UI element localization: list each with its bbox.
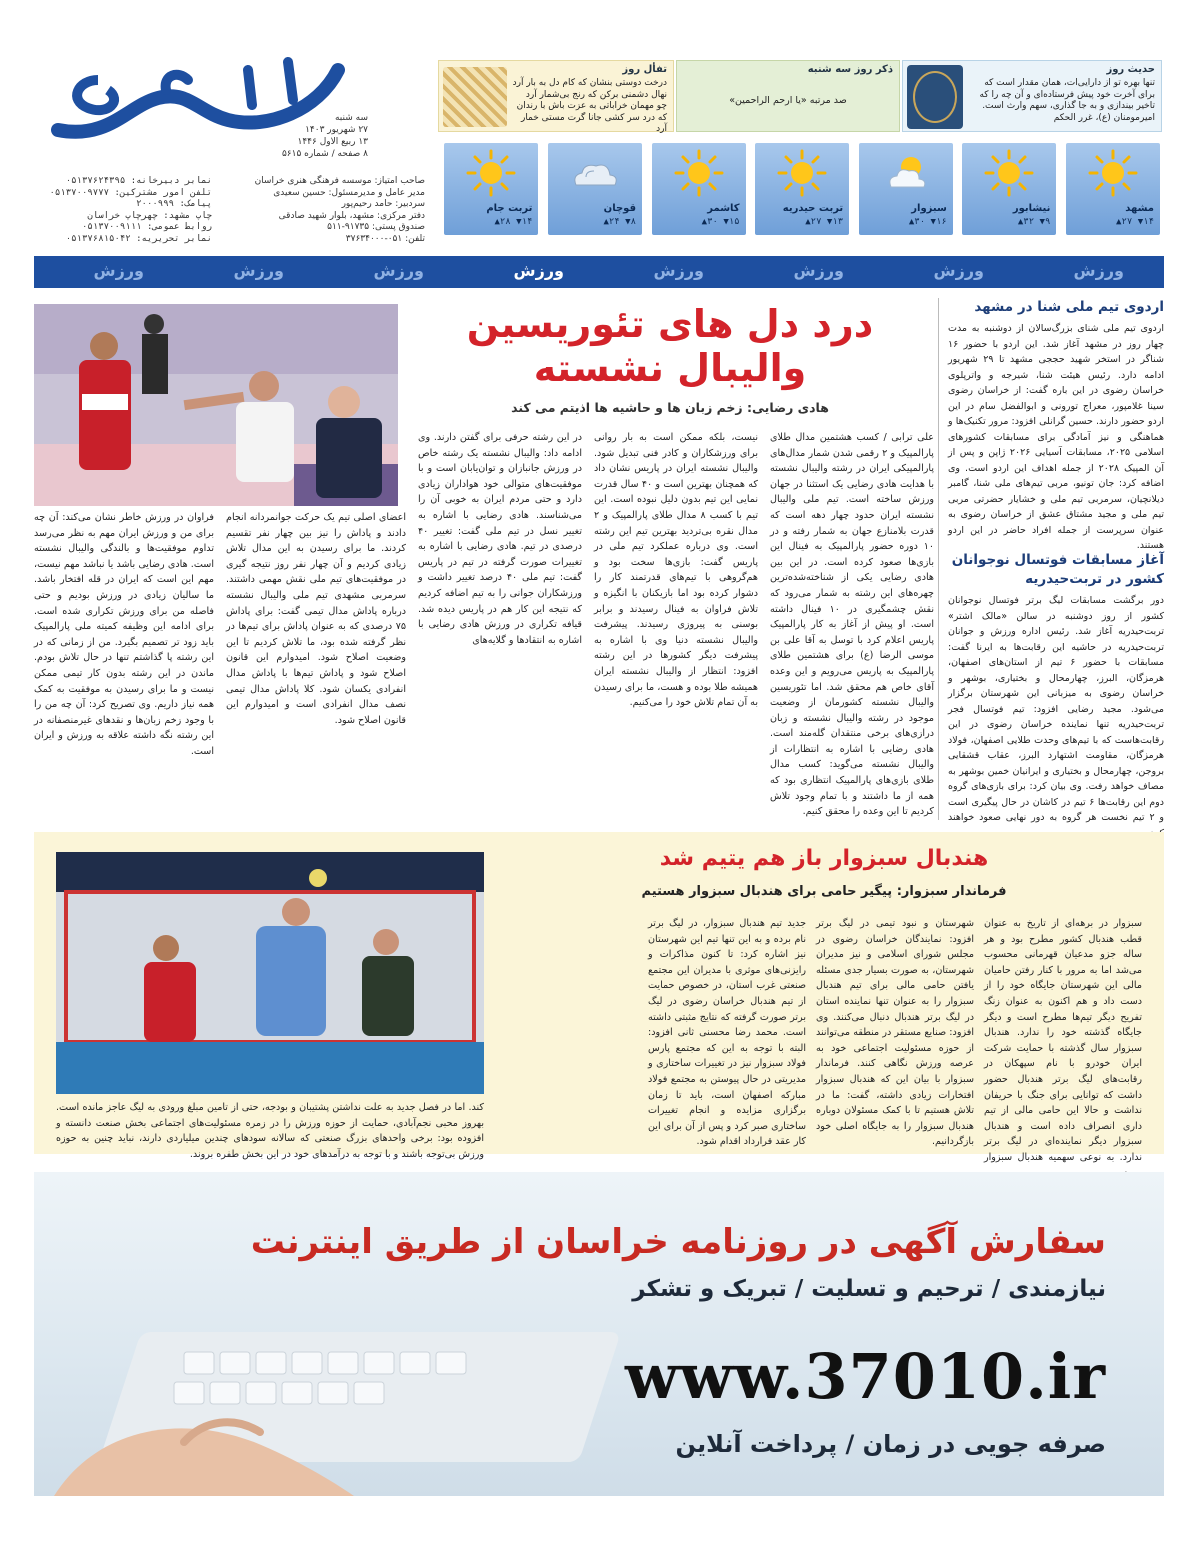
partly-cloudy-icon (881, 149, 931, 197)
main-article-body (34, 430, 934, 822)
hadith-source: امیرمومنان (ع)، غرر الحکم (1053, 112, 1155, 123)
masthead (0, 0, 1200, 250)
handball-scene-image (56, 852, 484, 1094)
keyboard-hand-image (34, 1292, 634, 1496)
weather-city: نیشابور (1012, 203, 1051, 214)
section-banner (34, 256, 1164, 288)
daily-boxes (438, 60, 1162, 132)
handball-subheadline: فرماندار سبزوار: پیگیر حامی برای هندبال سبزوار هستیم (641, 884, 1007, 899)
ad-website-link[interactable]: www.37010.ir (625, 1340, 1106, 1413)
zekr-title: ذکر روز سه شنبه (807, 64, 893, 75)
ad-categories: نیازمندی / ترحیم و تسلیت / تبریک و تشکر (632, 1276, 1106, 1302)
weather-temperature: ۱۴▼ ۲۸▲ (494, 217, 533, 227)
handball-column: جدید تیم هندبال سبزوار، در لیگ برتر نام برده و به این تنها تیم این شهرستان نیز اشاره کرد: تا کنون مذاکرات و رایزنی‌های موثری با مدیران این مجتمع صنعتی غرب استان، در خصوص حمایت از تیم هندبال خراسان رضوی در لیگ برتر صورت گرفته که نتایج مثبتی داشته است. محمد رضا محسنی ثانی افزود: البته با توجه به این که مجتمع پارس فولاد سبزوار نیز در تغییرات ساختاری و مدیریتی در حال پیوستن به مجتمع فولاد مبارکه اصفهان است، باید تا زمان برگزاری مزایده و انجام تغییرات ساختاری صبر کرد و پس از آن برای این کار عقد قرارداد اقدام شود. (648, 918, 806, 1148)
contact-line: نمابر دبیرخانه: ۰۵۱۳۷۶۲۴۳۹۵ (65, 176, 212, 186)
weather-temperature: ۸▼ ۲۴▲ (603, 217, 636, 227)
tafal-title: تفأل روز (622, 64, 667, 75)
weather-city: مشهد (1125, 203, 1154, 214)
zekr-box (676, 60, 900, 132)
staff-line: مدیر عامل و مدیرمسئول: حسین سعیدی (273, 187, 425, 198)
headline-line: والیبال نشسته (533, 346, 807, 390)
tafal-poem (511, 78, 667, 136)
handball-column: سبزوار در برهه‌ای از تاریخ به عنوان قطب هندبال کشور مطرح بود و هر ساله جزو مدعیان قهرمانی محسوب می‌شد اما به مرور با کنار رفتن حامیان مالی این شهرستان جایگاه خود را از دست داد و هم اکنون به عنوان زنگ تفریح دیگر تیم‌ها مطرح است و دیگر جایگاه گذشته خود را ندارد. هندبال سبزوار سال گذشته با حمایت شرکت ایران خودرو با نام سپهکان در رقابت‌های لیگ برتر هندبال حضور داشت که توانایی برای جنگ با حریفان نداشت و حالا این حامی مالی از تیم داری انصراف داده است و هندبال سبزوار دیگر نماینده‌ای در لیگ برتر ندارد. به نوعی سهمیه هندبال سبزوار (984, 918, 1142, 1163)
ornament-icon (907, 65, 963, 129)
handball-column: کند. اما در فصل جدید به علت نداشتن پشتیبان و بودجه، حتی از تامین مبلغ ورودی به لیگ عاجز مانده است. بهروز محبی نجم‌آبادی، حمایت از حوزه ورزش را در زمره مسئولیت‌های اجتماعی بخش صنعت دانسته و افزوده بود: برخی واحدهای بزرگ صنعتی که سالانه سودهای چندین میلیاردی دارند، نباید چنین به حوزه ورزش بی‌توجه باشند و با توجه به درآمدهای خود در این بخش طفره بروند. (56, 1102, 484, 1160)
main-subheadline: هادی رضایی: زخم زبان ها و حاشیه ها اذیتم می کند (511, 400, 829, 415)
issue-date-lunar: ۱۳ ربیع الاول ۱۴۴۶ (297, 137, 368, 147)
headline-line: درد دل های تئوریسین (466, 302, 874, 346)
sidebar-story-text: اردوی تیم ملی شنای بزرگ‌سالان از دوشنبه به مدت چهار روز در مشهد آغاز شد. این اردو با حضور ۱۶ شناگر در استخر شهید حججی مشهد تا ۲۹ شهریور ادامه دارد. رئیس هیئت شنا، شیرجه و واترپلوی خراسان رضوی در این باره گفت: از خراسان رضوی سینا غلامپور، معراج تورونی و ابوالفضل سام در این اردو حضور دارند. حسین گرانلی افزود: مرور تکنیک‌ها و هماهنگی و نیز آمادگی برای مسابقات کشورهای اسلامی ۲۰۲۵، مسابقات آسیایی ۲۰۲۶ ژاپن و پس از آن المپیک ۲۰۲۸ از جمله اهداف این اردو است. وی اضافه کرد: جان تونیو، مربی تیم‌های ملی شنا، گامبر دیلانچیان، سرمربی تیم ملی و خشایار حضرتی مربی تیم ملی و مجید مشتاق عشق از خراسان رضوی به عنوان سرپرست از جمله افراد حاضر در این اردو هستند. (948, 323, 1165, 551)
contact-line: نمابر تحریریه: ۰۵۱۳۷۶۸۱۵۰۴۲ (65, 233, 212, 244)
section-label-active: ورزش (513, 261, 564, 280)
staff-line: تلفن: ۰۵۱-۳۷۶۳۴۰۰۰ (345, 233, 425, 244)
article-column: در این رشته حرفی برای گفتن دارند. وی ادامه داد: والیبال نشسته یک رشته خاص در ورزش جانبازان و توان‌یابان است و با موفقیت‌های متوالی خود هواداران زیادی دارد و حتی مردم ایران به خوبی آن را می‌شناسند. هادی رضایی با اشاره به تغییر نسل در تیم ملی گفت: تغییر ۴۰ درصدی در تیم. هادی رضایی با اشاره به تغییرات صورت گرفته در تیم در پاریس گفت: تیم ملی ۴۰ درصد تغییر داشت و ورزشکاران جوانی را به تیم اضافه کردیم که نتیجه این کار هم در پاریس دیده شد. قیافه تکراری در ورزش هادی رضایی با اشاره به انتقادها و گلایه‌های (418, 432, 582, 646)
contact-line: چاپ مشهد: چهرچاپ خراسان (87, 210, 212, 221)
calligraphy-ornament-icon (443, 67, 507, 127)
handball-column: شهرستان و نبود تیمی در لیگ برتر افزود: نمایندگان خراسان رضوی در مجلس شورای اسلامی و نیز مدیران شهرستان، به صورت بسیار جدی مسئله یافتن حامی مالی برای تیم هندبال سبزوار را به عنوان تنها نماینده استان در لیگ برتر هندبال دنبال می‌کنند. وی افزود: صنایع مستقر در منطقه می‌توانند از حوزه مسئولیت اجتماعی خود به عرصه ورزش نگاهی کنند. فرماندار سبزوار با بیان این که هندبال سبزوار افتخارات زیادی داشته، گفت: ما در تلاش هستیم تا با کمک مسئولان دوباره هندبال سبزوار را به جایگاه اصلی خود بازگردانیم. (816, 918, 974, 1148)
weather-city: سبزوار (911, 203, 947, 214)
weather-temperature: ۱۵▼ ۳۰▲ (701, 217, 740, 227)
section-label: ورزش (233, 261, 284, 280)
poem-line: نهال دشمنی برکن که رنج بی‌شمار آرد (525, 89, 667, 100)
sidebar-story-title: اردوی تیم ملی شنا در مشهد (974, 299, 1164, 315)
sun-icon (1088, 149, 1138, 197)
weather-card (962, 143, 1056, 235)
sun-icon (777, 149, 827, 197)
staff-line: صاحب امتیاز: موسسه فرهنگی هنری خراسان (254, 176, 425, 186)
sidebar (948, 298, 1165, 823)
weather-city: تربت حیدریه (782, 203, 844, 214)
section-label: ورزش (373, 261, 424, 280)
staff-line: صندوق پستی: ۹۱۷۳۵-۵۱۱ (327, 222, 425, 232)
sidebar-story-text: دور برگشت مسابقات لیگ برتر فوتسال نوجوانان کشور از روز دوشنبه در سالن «مالک اشتر» تربت‌حیدریه آغاز شد. رئیس اداره ورزش و جوانان تربت‌حیدریه در حاشیه این رقابت‌ها به ایرنا گفت: مسابقات با حضور ۶ تیم از استان‌های اصفهان، هرمزگان، البرز، چهارمحال و بختیاری، بوشهر و خراسان رضوی به میزبانی این شهرستان برگزار می‌شود. مجید رضایی افزود: تیم فوتسال فجر تربت‌حیدریه تنها نماینده خراسان رضوی در این رقابت‌هاست که با تیم‌های وحدت طلایی اصفهان، فولاد هرمزگان، مقاومت اشتهارد البرز، عقاب قشقایی بروجن، چهارمحال و بختیاری و ایرانیان خمین بوشهر به مصاف خواهد رفت. وی بیان کرد: برای بازی‌های گروه دوم این رقابت‌ها ۶ تیم در کاشان در حال پیگیری است و ۲ تیم نخست هر گروه به دور نهایی صعود خواهند (948, 595, 1164, 823)
advertisement (34, 1172, 1164, 1496)
weather-city: کاشمر (707, 203, 740, 214)
hadith-box (902, 60, 1162, 132)
weather-strip (448, 143, 1160, 235)
issue-info (240, 112, 368, 160)
cloudy-icon (570, 149, 620, 197)
weather-city: تربت جام (486, 203, 533, 214)
handball-photo (56, 852, 484, 1094)
article-column: فراوان در ورزش خاطر نشان می‌کند: آن چه برای من و ورزش ایران مهم به نظر می‌رسد تداوم موفقیت‌ها و بالندگی والیبال نشسته است. هادی رضایی باشد یا نباشد مهم نیست، مهم این است که ایران در قله افتخار باشد. ما سالیان زیادی در ورزش بودیم و حتی فاصله من برای ورزش تکراری شده است. برای ادامه این وظیفه کمیته ملی پارالمپیک باید زود تر تصمیم بگیرد. من از زمانی که در این رشته پا گذاشتم تنها در حال تلاش بودم. ماندن در این رشته بدون کار تیمی ممکن نیست و ما برای رسیدن به موفقیت به کمک همه نیاز داریم. وی تصریح کرد: آن چه من را با وجود زخم زبان‌ها و نقدهای غیرمنصفانه در این رشته نگه داشته علاقه به ورزش و ایران است. (34, 512, 214, 757)
hadith-text: تنها بهره تو از دارایی‌ات، همان مقدار است که برای آخرت خود پیش فرستاده‌ای و آن چه را که تاخیر بیندازی و به جا گذاری، سهم وارث است. (979, 78, 1155, 111)
weather-card (755, 143, 849, 235)
sun-icon (984, 149, 1034, 197)
handball-headline: هندبال سبزوار باز هم یتیم شد (659, 846, 989, 871)
handball-article (34, 832, 1164, 1163)
tafal-box (438, 60, 674, 132)
weather-card (1066, 143, 1160, 235)
hadith-title: حدیث روز (1106, 64, 1155, 75)
hadith-body (967, 78, 1155, 124)
sun-icon (674, 149, 724, 197)
staff-list (220, 176, 425, 245)
weather-temperature: ۱۳▼ ۲۷▲ (805, 217, 844, 227)
contact-list (30, 176, 212, 245)
weather-temperature: ۹▼ ۳۲▲ (1017, 217, 1051, 227)
poem-line: چو مهمان خراباتی به عزت باش با رندان (516, 101, 667, 111)
section-label: ورزش (793, 261, 844, 280)
contact-line: پیامک: ۲۰۰۰۹۹۹ (136, 199, 212, 209)
section-label: ورزش (933, 261, 984, 280)
contact-line: روابط عمومی: ۰۵۱۳۷۰۰۹۱۱۱ (81, 222, 212, 232)
weather-temperature: ۱۶▼ ۳۰▲ (908, 217, 947, 227)
poem-line: درخت دوستی بنشان که کام دل به بار آرد (512, 78, 667, 88)
section-label: ورزش (653, 261, 704, 280)
zekr-text: صد مرتبه «یا ارحم الراحمین» (729, 95, 847, 106)
weather-city: قوچان (603, 203, 636, 214)
contact-line: تلفن امور مشترکین: ۰۵۱۳۷۰۰۹۷۷۷ (49, 187, 212, 198)
weather-temperature: ۱۴▼ ۲۷▲ (1116, 217, 1154, 227)
staff-line: سردبیر: حامد رحیم‌پور (341, 199, 425, 209)
section-label: ورزش (93, 261, 144, 280)
ad-headline: سفارش آگهی در روزنامه خراسان از طریق اینترنت (250, 1222, 1106, 1262)
issue-weekday: سه شنبه (334, 113, 368, 123)
article-column: نیست، بلکه ممکن است به بار روانی برای ورزشکاران و کادر فنی تبدیل شود. والیبال نشسته ایران در پاریس نشان داد که همچنان بهترین است و ۴۰ سال قدرت نمایی این تیم بدون دلیل نبوده است. این تیم با کسب ۸ مدال طلای پارالمپیک و ۲ مدال نقره بی‌تردید بهترین تیم این رشته است. وی درباره عملکرد تیم ملی در پاریس گفت: بازی‌ها سخت بود و هم‌گروهی با تیم‌های قدرتمند کار را دشوار کرده بود اما بازیکنان با انگیزه و تلاش فراوان به فینال رسیدند و برابر بوسنی به پیروزی رسیدند. پیشرفت والیبال نشسته دنیا وی با اشاره به پیشرفت دیگر کشورها در این رشته افزود: انتظار از والیبال نشسته ایران همیشه طلا بوده و هست، ما برای رسیدن به آن تمام تلاش خود را می‌کنیم. (594, 432, 758, 709)
sun-icon (466, 149, 516, 197)
article-column: علی ترابی / کسب هشتمین مدال طلای پارالمپیک و ۲ رقمی شدن شمار مدال‌های پارالمپیکی ایران در رشته والیبال نشسته با هدایت هادی رضایی یک استثنا در جهان ورزش ساخته است. تیم ملی والیبال نشسته ایران حدود چهار دهه است که قدرت بلامنازع جهان به شمار رفته و در ۱۰ دوره حضور پارالمپیک به فینال این بازی‌ها صعود کرده است. در این بین هادی رضایی یکی از شناخته‌شده‌ترین چهره‌های این رشته به شمار می‌رود که نقش چشمگیری در ۱۰ فینال داشته است. او پیش از آغاز به کار پارالمپیک پاریس اعلام کرد با توسل به آقا علی بن موسی الرضا (ع) برای هشتمین طلای پارالمپیک به پاریس می‌رویم و این وعده آقای خاص هم محقق شد. اما تئوریسین والیبال نشسته کشورمان از وضعیت موجود در رشته والیبال نشسته و زبان درازی‌های برخی منتقدان گله‌مند است. هادی رضایی با اشاره به انتظارات از والیبال نشسته می‌گوید: کسب مدال طلای بازی‌های پارالمپیک انتظاری بود که همه از ما داشتند و با تمام وجود تلاش کردیم تا این وعده را محقق کنیم. (770, 432, 935, 818)
weather-card (548, 143, 642, 235)
column-divider (938, 298, 939, 820)
poem-line: که درد سر کشی جانا گرت مستی خمار آرد (520, 112, 667, 134)
issue-date-solar: ۲۷ شهریور ۱۴۰۳ (305, 125, 368, 135)
section-label: ورزش (1073, 261, 1124, 280)
weather-card (444, 143, 538, 235)
main-headline (410, 302, 930, 390)
staff-line: دفتر مرکزی: مشهد، بلوار شهید صادقی (278, 210, 425, 221)
weather-card (859, 143, 953, 235)
ad-tagline: صرفه جویی در زمان / پرداخت آنلاین (675, 1430, 1106, 1458)
article-column: اعضای اصلی تیم یک حرکت جوانمردانه انجام دادند و پاداش را نیز بین چهار نفر تقسیم کردند. ما برای رسیدن به این مدال تلاش زیادی کردیم و آن چهار نفر روز نتیجه گیری در موفقیت‌های تیم ملی نقش مهمی داشتند. سرمربی مشهدی تیم ملی والیبال نشسته درباره پاداش مدال تیمی گفت: برای پاداش ۷۵ درصدی که به عنوان پاداش برای تیم‌ها در نظر گرفته شده بود، ما تلاش کردیم تا این وضعیت اصلاح شود. امیدوارم این قانون اصلاح شود و پاداش تیم‌ها با پاداش مدال انفرادی یکسان شود. کلا پاداش مدال تیمی نصف مدال انفرادی است و امیدوارم این قانون اصلاح شود. (226, 512, 406, 726)
weather-card (652, 143, 746, 235)
sidebar-story-title: آغاز مسابقات فوتسال نوجوانان کشور در تربت‌حیدریه (951, 552, 1164, 587)
issue-number: ۸ صفحه / شماره ۵۶۱۵ (281, 149, 368, 159)
